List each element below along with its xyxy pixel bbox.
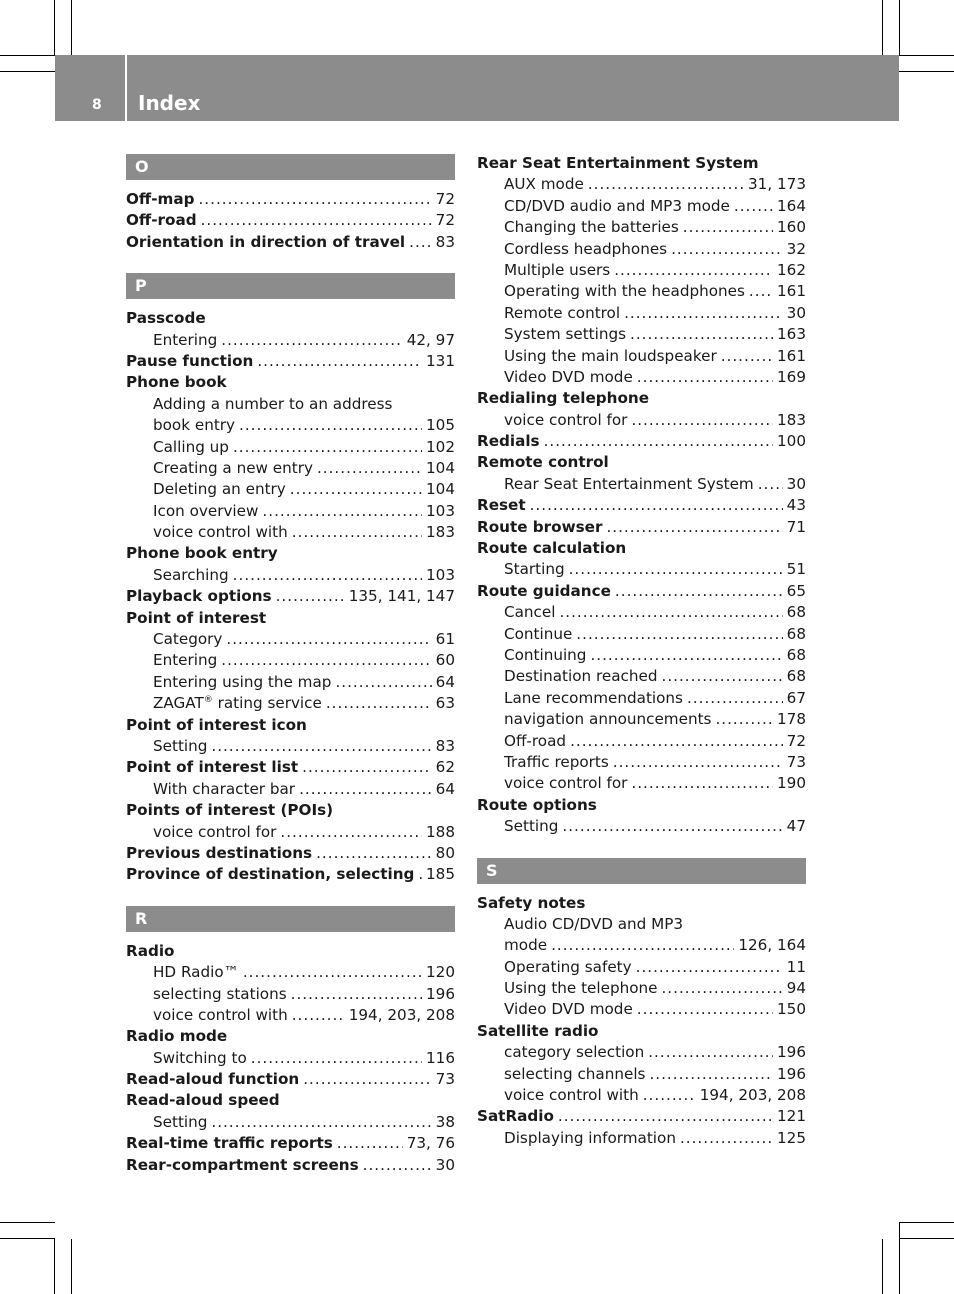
index-subentry: With character bar ..... 64 [126, 779, 455, 800]
header-divider [125, 55, 127, 121]
index-subentry: Starting ..... 51 [477, 559, 806, 580]
crop-mark [0, 55, 55, 56]
index-subentry: Video DVD mode ..... 150 [477, 999, 806, 1020]
index-subentry: voice control with ..... 183 [126, 522, 455, 543]
crop-mark [882, 0, 883, 55]
index-subentry: voice control for ..... 183 [477, 410, 806, 431]
index-subentry: voice control with ..... 194, 203, 208 [126, 1005, 455, 1026]
index-entry: Redials ..... 100 [477, 431, 806, 452]
section-heading-r: R [126, 906, 455, 932]
index-subentry: Setting ..... 83 [126, 736, 455, 757]
index-subentry: Continuing ..... 68 [477, 645, 806, 666]
index-subentry: Searching ..... 103 [126, 565, 455, 586]
index-heading: Phone book entry [126, 544, 278, 563]
index-subentry: Continue ..... 68 [477, 624, 806, 645]
index-subentry: voice control for ..... 190 [477, 773, 806, 794]
index-subentry: HD Radio™ ..... 120 [126, 962, 455, 983]
index-subentry: Cancel ..... 68 [477, 602, 806, 623]
index-entry: Orientation in direction of travel ..... 83 [126, 232, 455, 253]
crop-mark [899, 1222, 954, 1223]
crop-mark [882, 1239, 883, 1294]
index-entry: Reset ..... 43 [477, 495, 806, 516]
index-heading: Route options [477, 795, 597, 814]
crop-mark [0, 1222, 55, 1223]
index-heading: Point of interest [126, 608, 267, 627]
index-heading: Rear Seat Entertainment System [477, 154, 759, 172]
index-entry: Route browser ..... 71 [477, 517, 806, 538]
crop-mark [899, 71, 954, 72]
index-heading: Satellite radio [477, 1021, 599, 1040]
index-subentry: Changing the batteries ..... 160 [477, 217, 806, 238]
index-subentry: Adding a number to an address [153, 394, 393, 413]
index-subentry: ZAGAT® rating service ..... 63 [126, 693, 455, 714]
index-heading: Read-aloud speed [126, 1091, 280, 1110]
index-subentry: Creating a new entry ..... 104 [126, 458, 455, 479]
index-subentry: Setting ..... 38 [126, 1112, 455, 1133]
crop-mark [899, 1222, 900, 1294]
index-entry: Previous destinations ..... 80 [126, 843, 455, 864]
index-subentry: Entering ..... 60 [126, 650, 455, 671]
index-subentry: Destination reached ..... 68 [477, 666, 806, 687]
index-subentry: Audio CD/DVD and MP3 [504, 914, 684, 933]
index-heading: Point of interest icon [126, 715, 307, 734]
index-entry: Off-map ..... 72 [126, 189, 455, 210]
page-number: 8 [92, 97, 102, 113]
index-subentry: Setting ..... 47 [477, 816, 806, 837]
index-subentry: Cordless headphones ..... 32 [477, 239, 806, 260]
index-column-left [126, 154, 455, 1176]
index-subentry: Rear Seat Entertainment System ..... 30 [477, 474, 806, 495]
crop-mark [899, 1238, 954, 1239]
index-heading: Route calculation [477, 539, 627, 558]
crop-mark [54, 1239, 55, 1294]
index-entry: Read-aloud function ..... 73 [126, 1069, 455, 1090]
index-subentry: Operating safety ..... 11 [477, 957, 806, 978]
section-heading-s: S [477, 858, 806, 884]
section-heading-p: P [126, 273, 455, 299]
index-subentry: Lane recommendations ..... 67 [477, 688, 806, 709]
index-subentry: selecting stations ..... 196 [126, 984, 455, 1005]
index-heading: Remote control [477, 453, 609, 472]
index-subentry: voice control for ..... 188 [126, 822, 455, 843]
index-subentry: Video DVD mode ..... 169 [477, 367, 806, 388]
crop-mark [71, 0, 72, 55]
index-heading: Radio [126, 941, 175, 960]
crop-mark [899, 55, 954, 56]
index-subentry: Entering using the map ..... 64 [126, 672, 455, 693]
index-subentry: AUX mode ..... 31, 173 [477, 174, 806, 195]
index-entry: Off-road ..... 72 [126, 210, 455, 231]
index-entry: Playback options ..... 135, 141, 147 [126, 586, 455, 607]
index-heading: Redialing telephone [477, 389, 650, 408]
index-subentry: selecting channels ..... 196 [477, 1064, 806, 1085]
index-entry: Pause function ..... 131 [126, 351, 455, 372]
index-heading: Phone book [126, 373, 227, 392]
index-subentry: navigation announcements ..... 178 [477, 709, 806, 730]
index-subentry: Using the main loudspeaker ..... 161 [477, 346, 806, 367]
index-subentry: Using the telephone ..... 94 [477, 978, 806, 999]
crop-mark [899, 0, 900, 55]
index-entry: SatRadio ..... 121 [477, 1106, 806, 1127]
crop-mark [0, 71, 55, 72]
index-subentry: Deleting an entry ..... 104 [126, 479, 455, 500]
index-entry: Rear-compartment screens ..... 30 [126, 1155, 455, 1176]
index-subentry: Operating with the headphones ..... 161 [477, 281, 806, 302]
index-subentry: Entering ..... 42, 97 [126, 330, 455, 351]
index-entry: Point of interest list ..... 62 [126, 757, 455, 778]
index-subentry: mode ..... 126, 164 [477, 935, 806, 956]
index-subentry: book entry ..... 105 [126, 415, 455, 436]
index-heading: Points of interest (POIs) [126, 801, 334, 820]
index-subentry: Switching to ..... 116 [126, 1048, 455, 1069]
index-subentry: CD/DVD audio and MP3 mode ..... 164 [477, 196, 806, 217]
index-subentry: Multiple users ..... 162 [477, 260, 806, 281]
index-subentry: System settings ..... 163 [477, 324, 806, 345]
index-entry: Real-time traffic reports ..... 73, 76 [126, 1133, 455, 1154]
index-heading: Radio mode [126, 1027, 228, 1046]
index-subentry: voice control with ..... 194, 203, 208 [477, 1085, 806, 1106]
section-heading-o: O [126, 154, 455, 180]
crop-mark [54, 0, 55, 55]
index-subentry: category selection ..... 196 [477, 1042, 806, 1063]
index-subentry: Traffic reports ..... 73 [477, 752, 806, 773]
index-subentry: Off-road ..... 72 [477, 731, 806, 752]
crop-mark [71, 1239, 72, 1294]
index-subentry: Category ..... 61 [126, 629, 455, 650]
index-heading: Safety notes [477, 893, 586, 912]
index-subentry: Displaying information ..... 125 [477, 1128, 806, 1149]
index-subentry: Icon overview ..... 103 [126, 501, 455, 522]
crop-mark [0, 1238, 55, 1239]
index-column-right [477, 153, 806, 1149]
page-title: Index [138, 91, 201, 115]
index-subentry: Calling up ..... 102 [126, 437, 455, 458]
index-entry: Province of destination, selecting ..... 185 [126, 864, 455, 885]
index-entry: Route guidance ..... 65 [477, 581, 806, 602]
index-subentry: Remote control ..... 30 [477, 303, 806, 324]
page-header [55, 55, 899, 121]
index-heading: Passcode [126, 309, 206, 328]
